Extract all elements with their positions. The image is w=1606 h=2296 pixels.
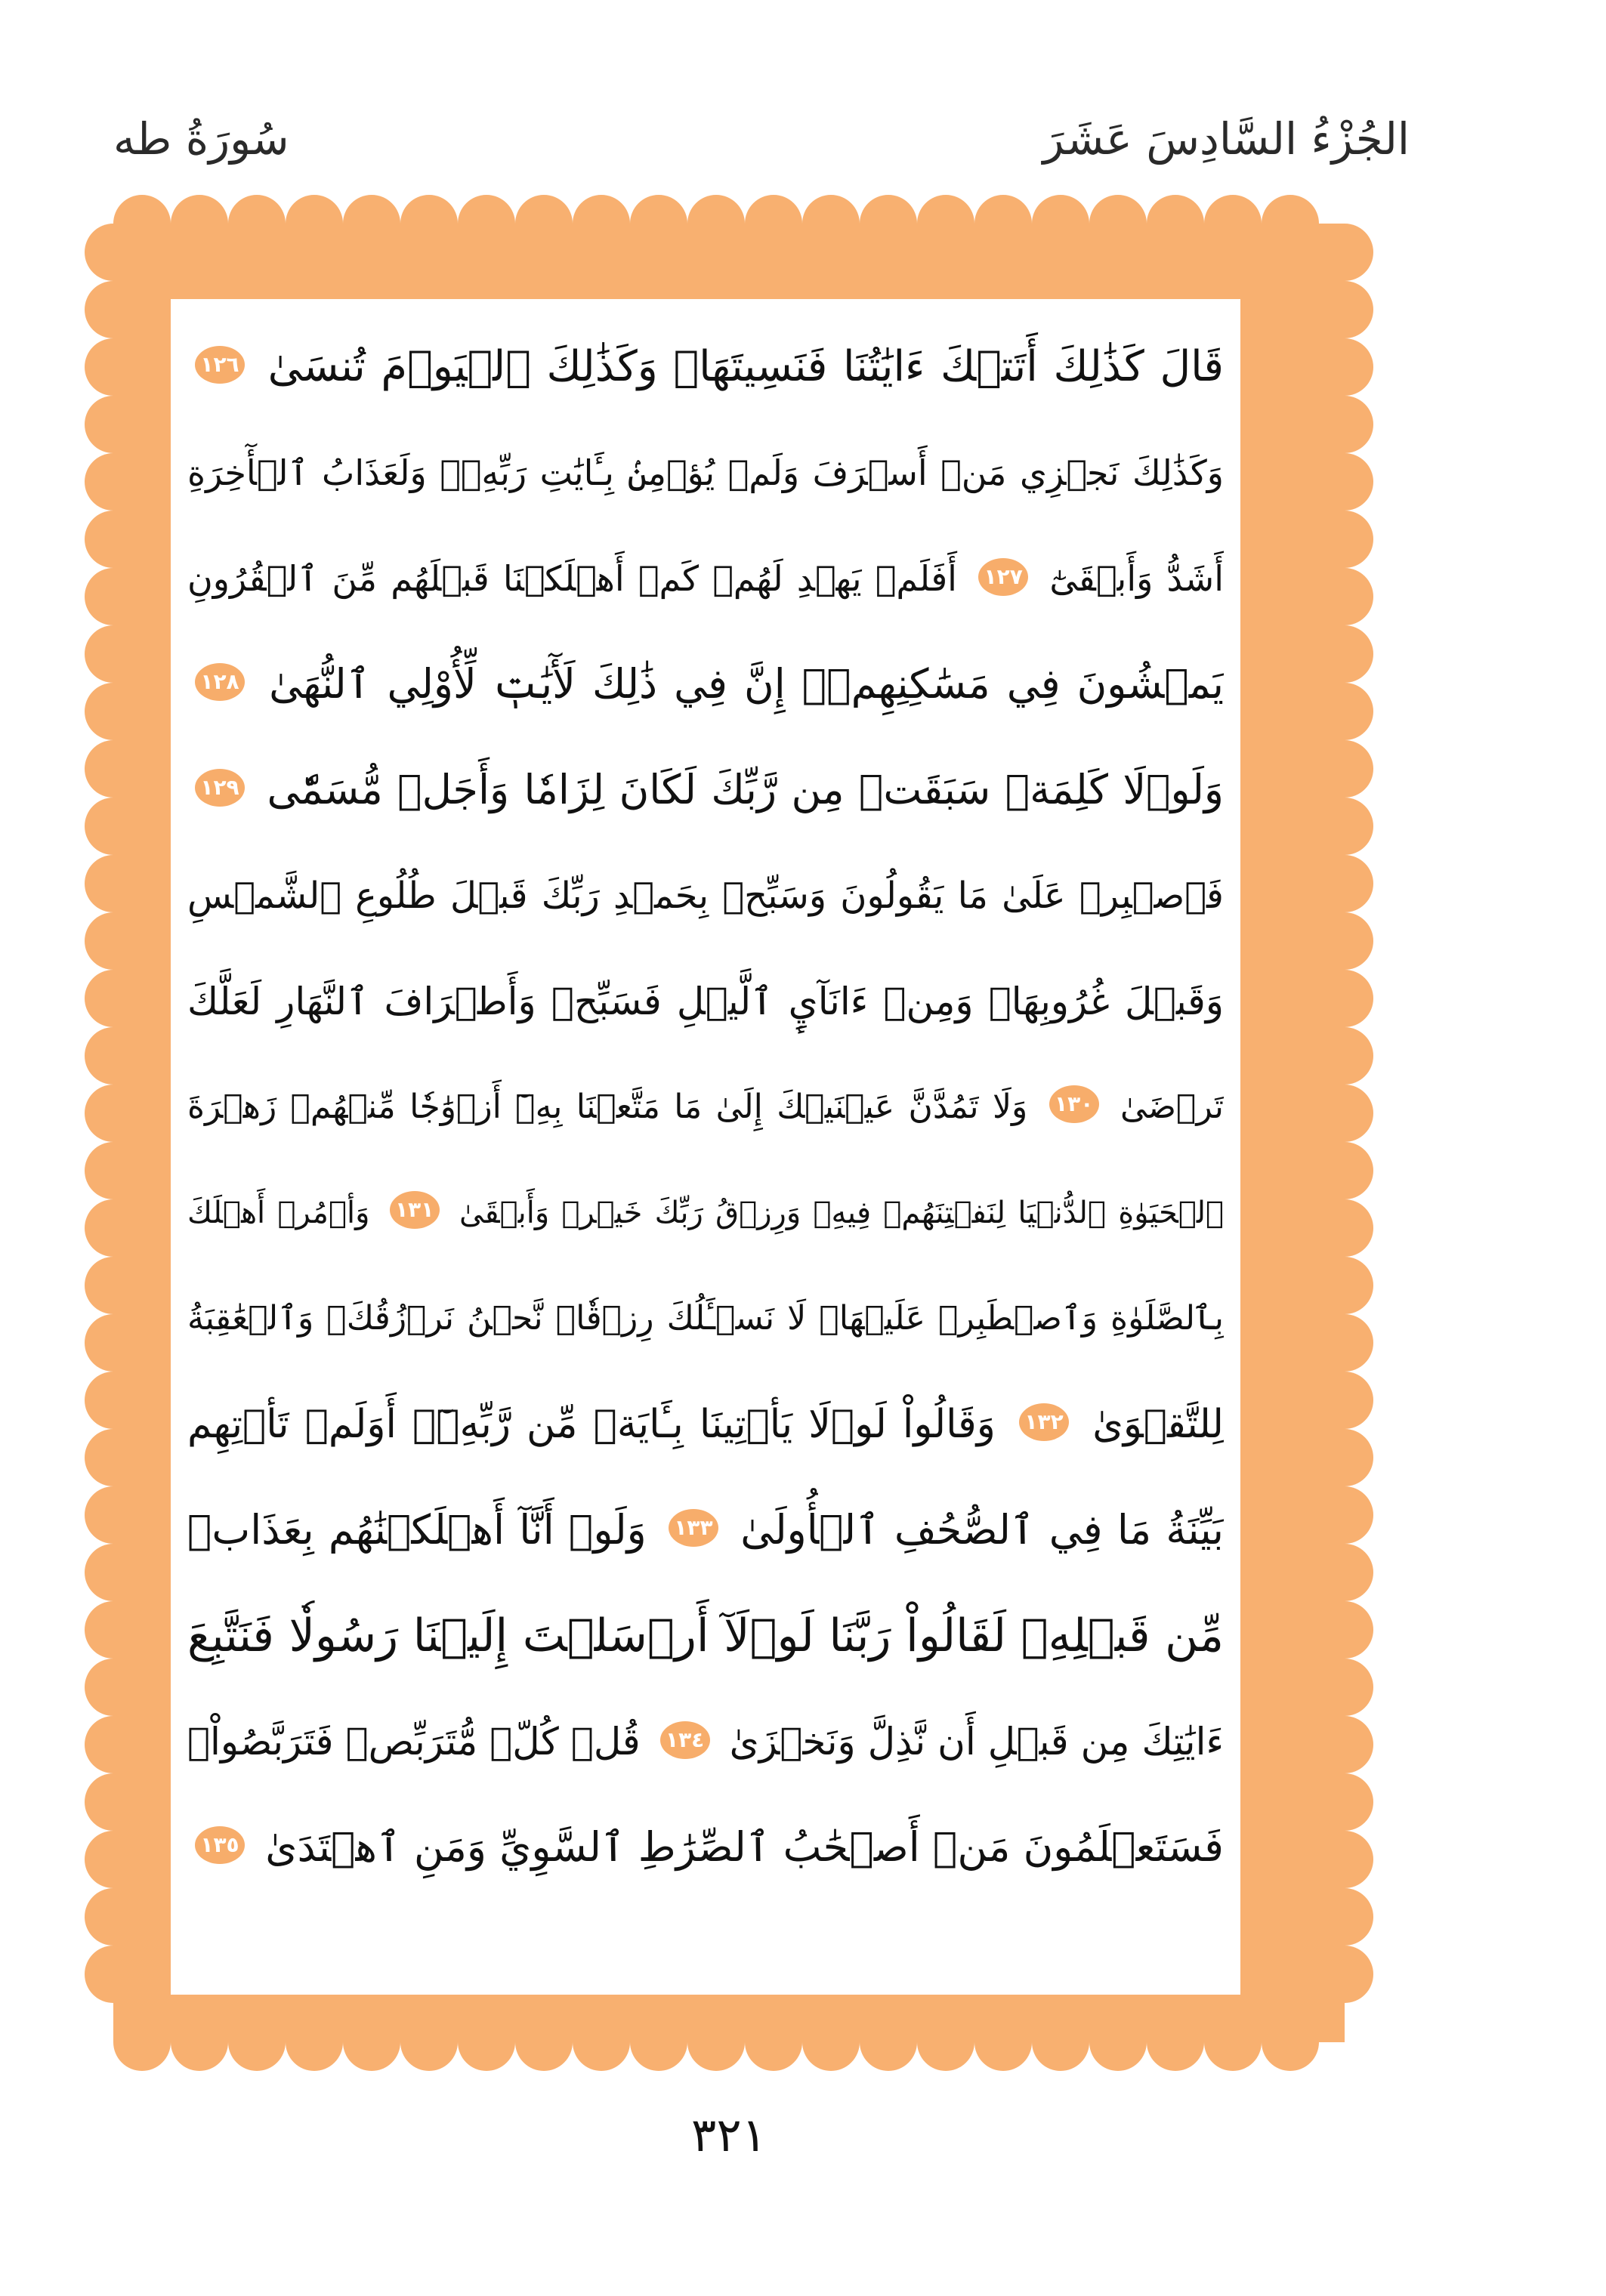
verse-text: وَكَذَٰلِكَ نَجۡزِي مَنۡ أَسۡرَفَ وَلَمۡ يُؤۡمِنۢ بِـَٔايَٰتِ رَبِّهِۦۚ وَلَعَذَابُ ٱلۡأٓخِرَةِ [187,452,1224,493]
verse-text: ءَايَٰتِكَ مِن قَبۡلِ أَن نَّذِلَّ وَنَخۡزَىٰ [729,1720,1224,1764]
verse-line [187,1583,1224,1689]
verse-text: يَمۡشُونَ فِي مَسَٰكِنِهِمۡۚ إِنَّ فِي ذَٰلِكَ لَأٓيَٰتٖ لِّأُوْلِي ٱلنُّهَىٰ [269,660,1224,708]
verse-line [187,1372,1224,1477]
verse-text: وَلَا تَمُدَّنَّ عَيۡنَيۡكَ إِلَىٰ مَا مَتَّعۡنَا بِهِۦٓ أَزۡوَٰجٗا مِّنۡهُمۡ زَهۡرَةَ [187,1088,1028,1126]
verse-line [187,843,1224,949]
verse-text: تَرۡضَىٰ [1120,1088,1224,1126]
verse-text: وَلَوۡ أَنَّآ أَهۡلَكۡنَٰهُم بِعَذَابٖ [187,1506,647,1554]
verse-text: فَٱصۡبِرۡ عَلَىٰ مَا يَقُولُونَ وَسَبِّحۡ بِحَمۡدِ رَبِّكَ قَبۡلَ طُلُوعِ ٱلشَّمۡسِ [187,875,1224,917]
verse-line [187,1477,1224,1583]
verse-text: قُلۡ كُلّٞ مُّتَرَبِّصٞ فَتَرَبَّصُواْۖ [187,1720,641,1764]
verse-text: فَسَتَعۡلَمُونَ مَنۡ أَصۡحَٰبُ ٱلصِّرَٰطِ ٱلسَّوِيِّ وَمَنِ ٱهۡتَدَىٰ [265,1823,1224,1871]
ayah-number-marker: ١٣٠ [1049,1085,1099,1123]
verse-text: بِٱلصَّلَوٰةِ وَٱصۡطَبِرۡ عَلَيۡهَاۖ لَا نَسۡـَٔلُكَ رِزۡقٗاۖ نَّحۡنُ نَرۡزُقُكَۗ وَٱلۡعَٰقِبَةُ [187,1299,1224,1338]
verse-line [187,631,1224,737]
ayah-number-marker: ١٢٧ [978,558,1028,596]
verse-line [187,420,1224,526]
ayah-number-marker: ١٣١ [390,1191,440,1229]
verse-text: ٱلۡحَيَوٰةِ ٱلدُّنۡيَا لِنَفۡتِنَهُمۡ فِيهِۚ وَرِزۡقُ رَبِّكَ خَيۡرٞ وَأَبۡقَىٰ [459,1196,1224,1230]
verse-text: لِلتَّقۡوَىٰ [1092,1402,1224,1447]
verse-text: وَلَوۡلَا كَلِمَةٞ سَبَقَتۡ مِن رَّبِّكَ لَكَانَ لِزَامٗا وَأَجَلٞ مُّسَمّٗى [267,766,1224,813]
ayah-number-marker: ١٣٤ [660,1721,710,1759]
verse-line [187,949,1224,1054]
verse-line [187,1160,1224,1266]
surah-header: سُورَةُ طه [113,113,289,165]
ayah-number-marker: ١٢٩ [195,769,245,807]
verse-lines [171,299,1240,1995]
verse-line [187,1795,1224,1900]
verse-line [187,1054,1224,1160]
juz-header: الجُزْءُ السَّادِسَ عَشَرَ [1042,113,1410,165]
verse-text: قَالَ كَذَٰلِكَ أَتَتۡكَ ءَايَٰتُنَا فَنَسِيتَهَاۖ وَكَذَٰلِكَ ٱلۡيَوۡمَ تُنسَىٰ [267,342,1224,391]
verse-text: مِّن قَبۡلِهِۦ لَقَالُواْ رَبَّنَا لَوۡلَآ أَرۡسَلۡتَ إِلَيۡنَا رَسُولٗا فَنَتَّبِعَ [187,1609,1224,1662]
verse-line [187,737,1224,843]
verse-text: أَفَلَمۡ يَهۡدِ لَهُمۡ كَمۡ أَهۡلَكۡنَا قَبۡلَهُم مِّنَ ٱلۡقُرُونِ [187,558,957,599]
page-body [171,299,1240,1995]
verse-text: وَقَالُواْ لَوۡلَا يَأۡتِينَا بِـَٔايَةٖ مِّن رَّبِّهِۦٓۚ أَوَلَمۡ تَأۡتِهِم [187,1402,996,1447]
verse-text: وَقَبۡلَ غُرُوبِهَاۖ وَمِنۡ ءَانَآيِٕ ٱلَّيۡلِ فَسَبِّحۡ وَأَطۡرَافَ ٱلنَّهَارِ لَعَلَّكَ [187,980,1224,1023]
ayah-number-marker: ١٢٦ [195,346,245,384]
ayah-number-marker: ١٢٨ [195,663,245,701]
verse-text: بَيِّنَةُ مَا فِي ٱلصُّحُفِ ٱلۡأُولَىٰ [740,1506,1224,1554]
verse-line [187,1689,1224,1795]
verse-text: وَأۡمُرۡ أَهۡلَكَ [187,1196,370,1230]
page-number: ٣٢١ [691,2107,767,2162]
verse-line [187,1266,1224,1372]
ayah-number-marker: ١٣٥ [195,1826,245,1864]
verse-line [187,314,1224,420]
verse-line [187,526,1224,631]
ayah-number-marker: ١٣٢ [1019,1403,1069,1441]
ayah-number-marker: ١٣٣ [669,1509,718,1547]
verse-text: أَشَدُّ وَأَبۡقَىٰٓ [1049,558,1224,599]
